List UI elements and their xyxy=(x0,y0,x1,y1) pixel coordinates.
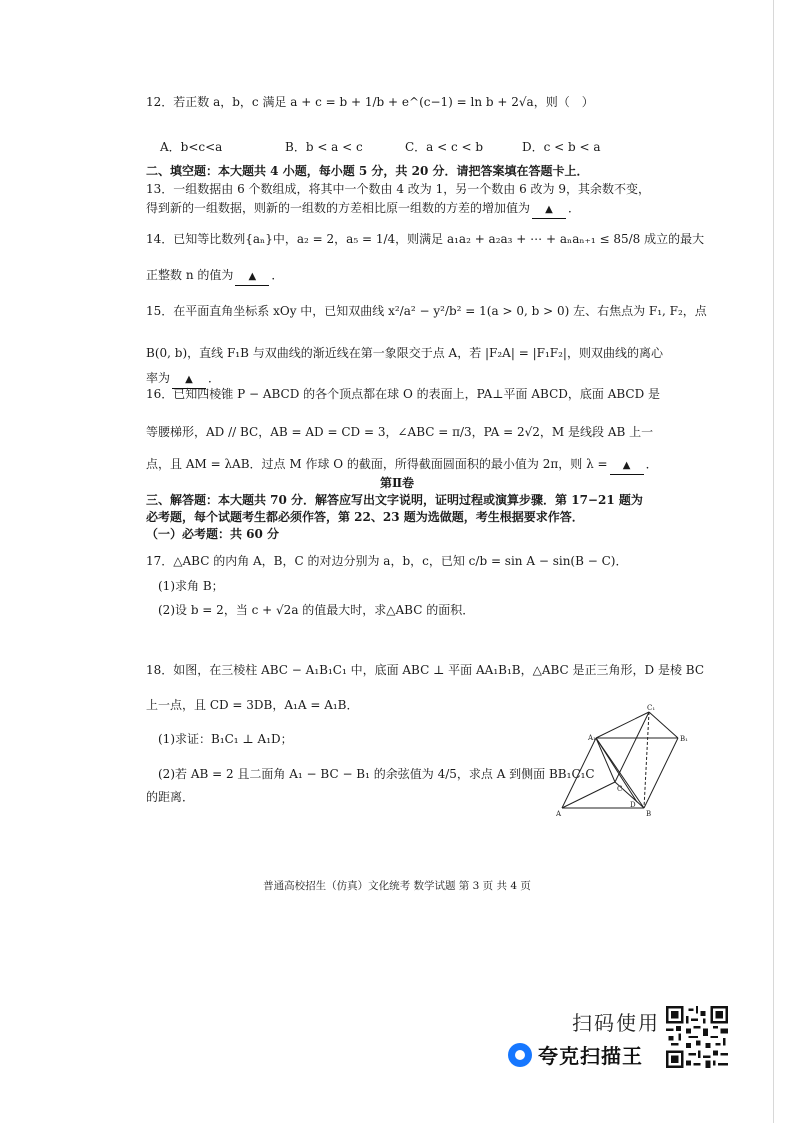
question-18-line2: 上一点，且 CD = 3DB，A₁A = A₁B． xyxy=(146,698,359,712)
question-13-line1: 13．一组数据由 6 个数组成，将其中一个数由 4 改为 1，另一个数由 6 改为 9，其余数不变， xyxy=(146,182,650,196)
q14-answer-blank: ▲ xyxy=(235,269,269,286)
edge-b-b1 xyxy=(644,738,678,808)
scanner-brand xyxy=(508,1040,643,1069)
q12-option-b: B．b < a < c xyxy=(285,140,363,154)
label-c: C xyxy=(617,785,623,793)
question-15-line1: 15．在平面直角坐标系 xOy 中，已知双曲线 x²/a² − y²/b² = 1(a > 0, b > 0) 左、右焦点为 F₁, F₂，点 xyxy=(146,304,707,318)
edge-c1-b1 xyxy=(649,712,678,738)
question-18-line1: 18．如图，在三棱柱 ABC − A₁B₁C₁ 中，底面 ABC ⊥ 平面 AA₁B₁B，△ABC 是正三角形，D 是棱 BC xyxy=(146,663,704,677)
q13-answer-blank: ▲ xyxy=(532,202,566,219)
section-3-subheader: （一）必考题：共 60 分 xyxy=(146,527,280,541)
scan-edge xyxy=(773,0,774,1123)
section-2-header: 二、填空题：本大题共 4 小题，每小题 5 分，共 20 分．请把答案填在答题卡上． xyxy=(146,164,589,178)
part-2-title: 第Ⅱ卷 xyxy=(379,476,415,490)
q14-text: 正整数 n 的值为 xyxy=(146,268,234,282)
q16-end: ． xyxy=(645,457,658,471)
edge-c-c1 xyxy=(615,712,649,782)
question-12-stem: 12．若正数 a，b，c 满足 a + c = b + 1/b + e^(c−1) = ln b + 2√a，则（ ） xyxy=(146,95,594,109)
q15-text: 率为 xyxy=(146,371,171,385)
question-17-part2: (2)设 b = 2，当 c + √2a 的值最大时，求△ABC 的面积． xyxy=(158,603,475,617)
q12-option-d: D．c < b < a xyxy=(522,140,601,154)
question-14-line2 xyxy=(146,267,283,286)
label-b1: B₁ xyxy=(680,735,688,743)
label-a1: A₁ xyxy=(588,734,596,742)
question-17-part1: (1)求角 B； xyxy=(158,579,224,593)
q13-text: 得到新的一组数据，则新的一组数的方差相比原一组数的方差的增加值为 xyxy=(146,201,531,215)
scan-to-use-text: 扫码使用 xyxy=(572,1011,660,1035)
edge-a-a1 xyxy=(562,738,596,808)
question-16-line2: 等腰梯形，AD // BC，AB = AD = CD = 3，∠ABC = π/3，PA = 2√2，M 是线段 AB 上一 xyxy=(146,425,654,439)
edge-a-c xyxy=(562,782,615,808)
question-14-line1: 14．已知等比数列{aₙ}中，a₂ = 2，a₅ = 1/4，则满足 a₁a₂ + a₂a₃ + ⋯ + aₙaₙ₊₁ ≤ 85/8 成立的最大 xyxy=(146,232,705,246)
question-18-part1: (1)求证：B₁C₁ ⊥ A₁D； xyxy=(158,732,293,746)
question-13-line2 xyxy=(146,200,580,219)
question-17-stem: 17．△ABC 的内角 A，B，C 的对边分别为 a，b，c，已知 c/b = sin A − sin(B − C)． xyxy=(146,554,628,568)
section-3-header-line1: 三、解答题：本大题共 70 分．解答应写出文字说明，证明过程或演算步骤．第 17−21 题为 xyxy=(146,493,643,507)
q15-end: ． xyxy=(208,371,221,385)
question-16-line3 xyxy=(146,456,658,475)
edge-a1-c1 xyxy=(596,712,649,738)
brand-name: 夸克扫描王 xyxy=(538,1044,643,1068)
prism-figure xyxy=(556,702,706,818)
quark-logo-icon xyxy=(508,1043,532,1067)
question-15-line2: B(0, b)，直线 F₁B 与双曲线的渐近线在第一象限交于点 A，若 |F₂A| = |F₁F₂|，则双曲线的离心 xyxy=(146,346,663,360)
q13-end: ． xyxy=(568,201,581,215)
q16-answer-blank: ▲ xyxy=(610,458,644,475)
q15-answer-blank: ▲ xyxy=(172,372,206,389)
section-3-header-line2: 必考题，每个试题考生都必须作答，第 22、23 题为选做题，考生根据要求作答． xyxy=(146,510,584,524)
label-a: A xyxy=(556,810,562,818)
q12-option-a: A．b<c<a xyxy=(160,140,223,154)
seg-c1-b xyxy=(644,712,649,808)
q12-option-c: C．a < c < b xyxy=(405,140,484,154)
question-18-part2-cont: 的距离． xyxy=(146,790,195,804)
label-d: D xyxy=(630,801,636,809)
question-16-line1: 16．已知四棱锥 P − ABCD 的各个顶点都在球 O 的表面上，PA⊥平面 ABCD，底面 ABCD 是 xyxy=(146,387,661,401)
q16-text: 点，且 AM = λAB．过点 M 作球 O 的截面，所得截面圆面积的最小值为 2π，则 λ = xyxy=(146,457,608,471)
seg-a1-c xyxy=(596,738,615,782)
q14-end: ． xyxy=(271,268,284,282)
qr-code-icon[interactable] xyxy=(666,1006,728,1068)
label-b: B xyxy=(646,810,652,818)
question-18-part2: (2)若 AB = 2 且二面角 A₁ − BC − B₁ 的余弦值为 4/5，求点 A 到侧面 BB₁C₁C xyxy=(158,767,595,781)
label-c1: C₁ xyxy=(647,704,656,712)
page-footer: 普通高校招生（仿真）文化统考 数学试题 第 3 页 共 4 页 xyxy=(263,880,531,892)
